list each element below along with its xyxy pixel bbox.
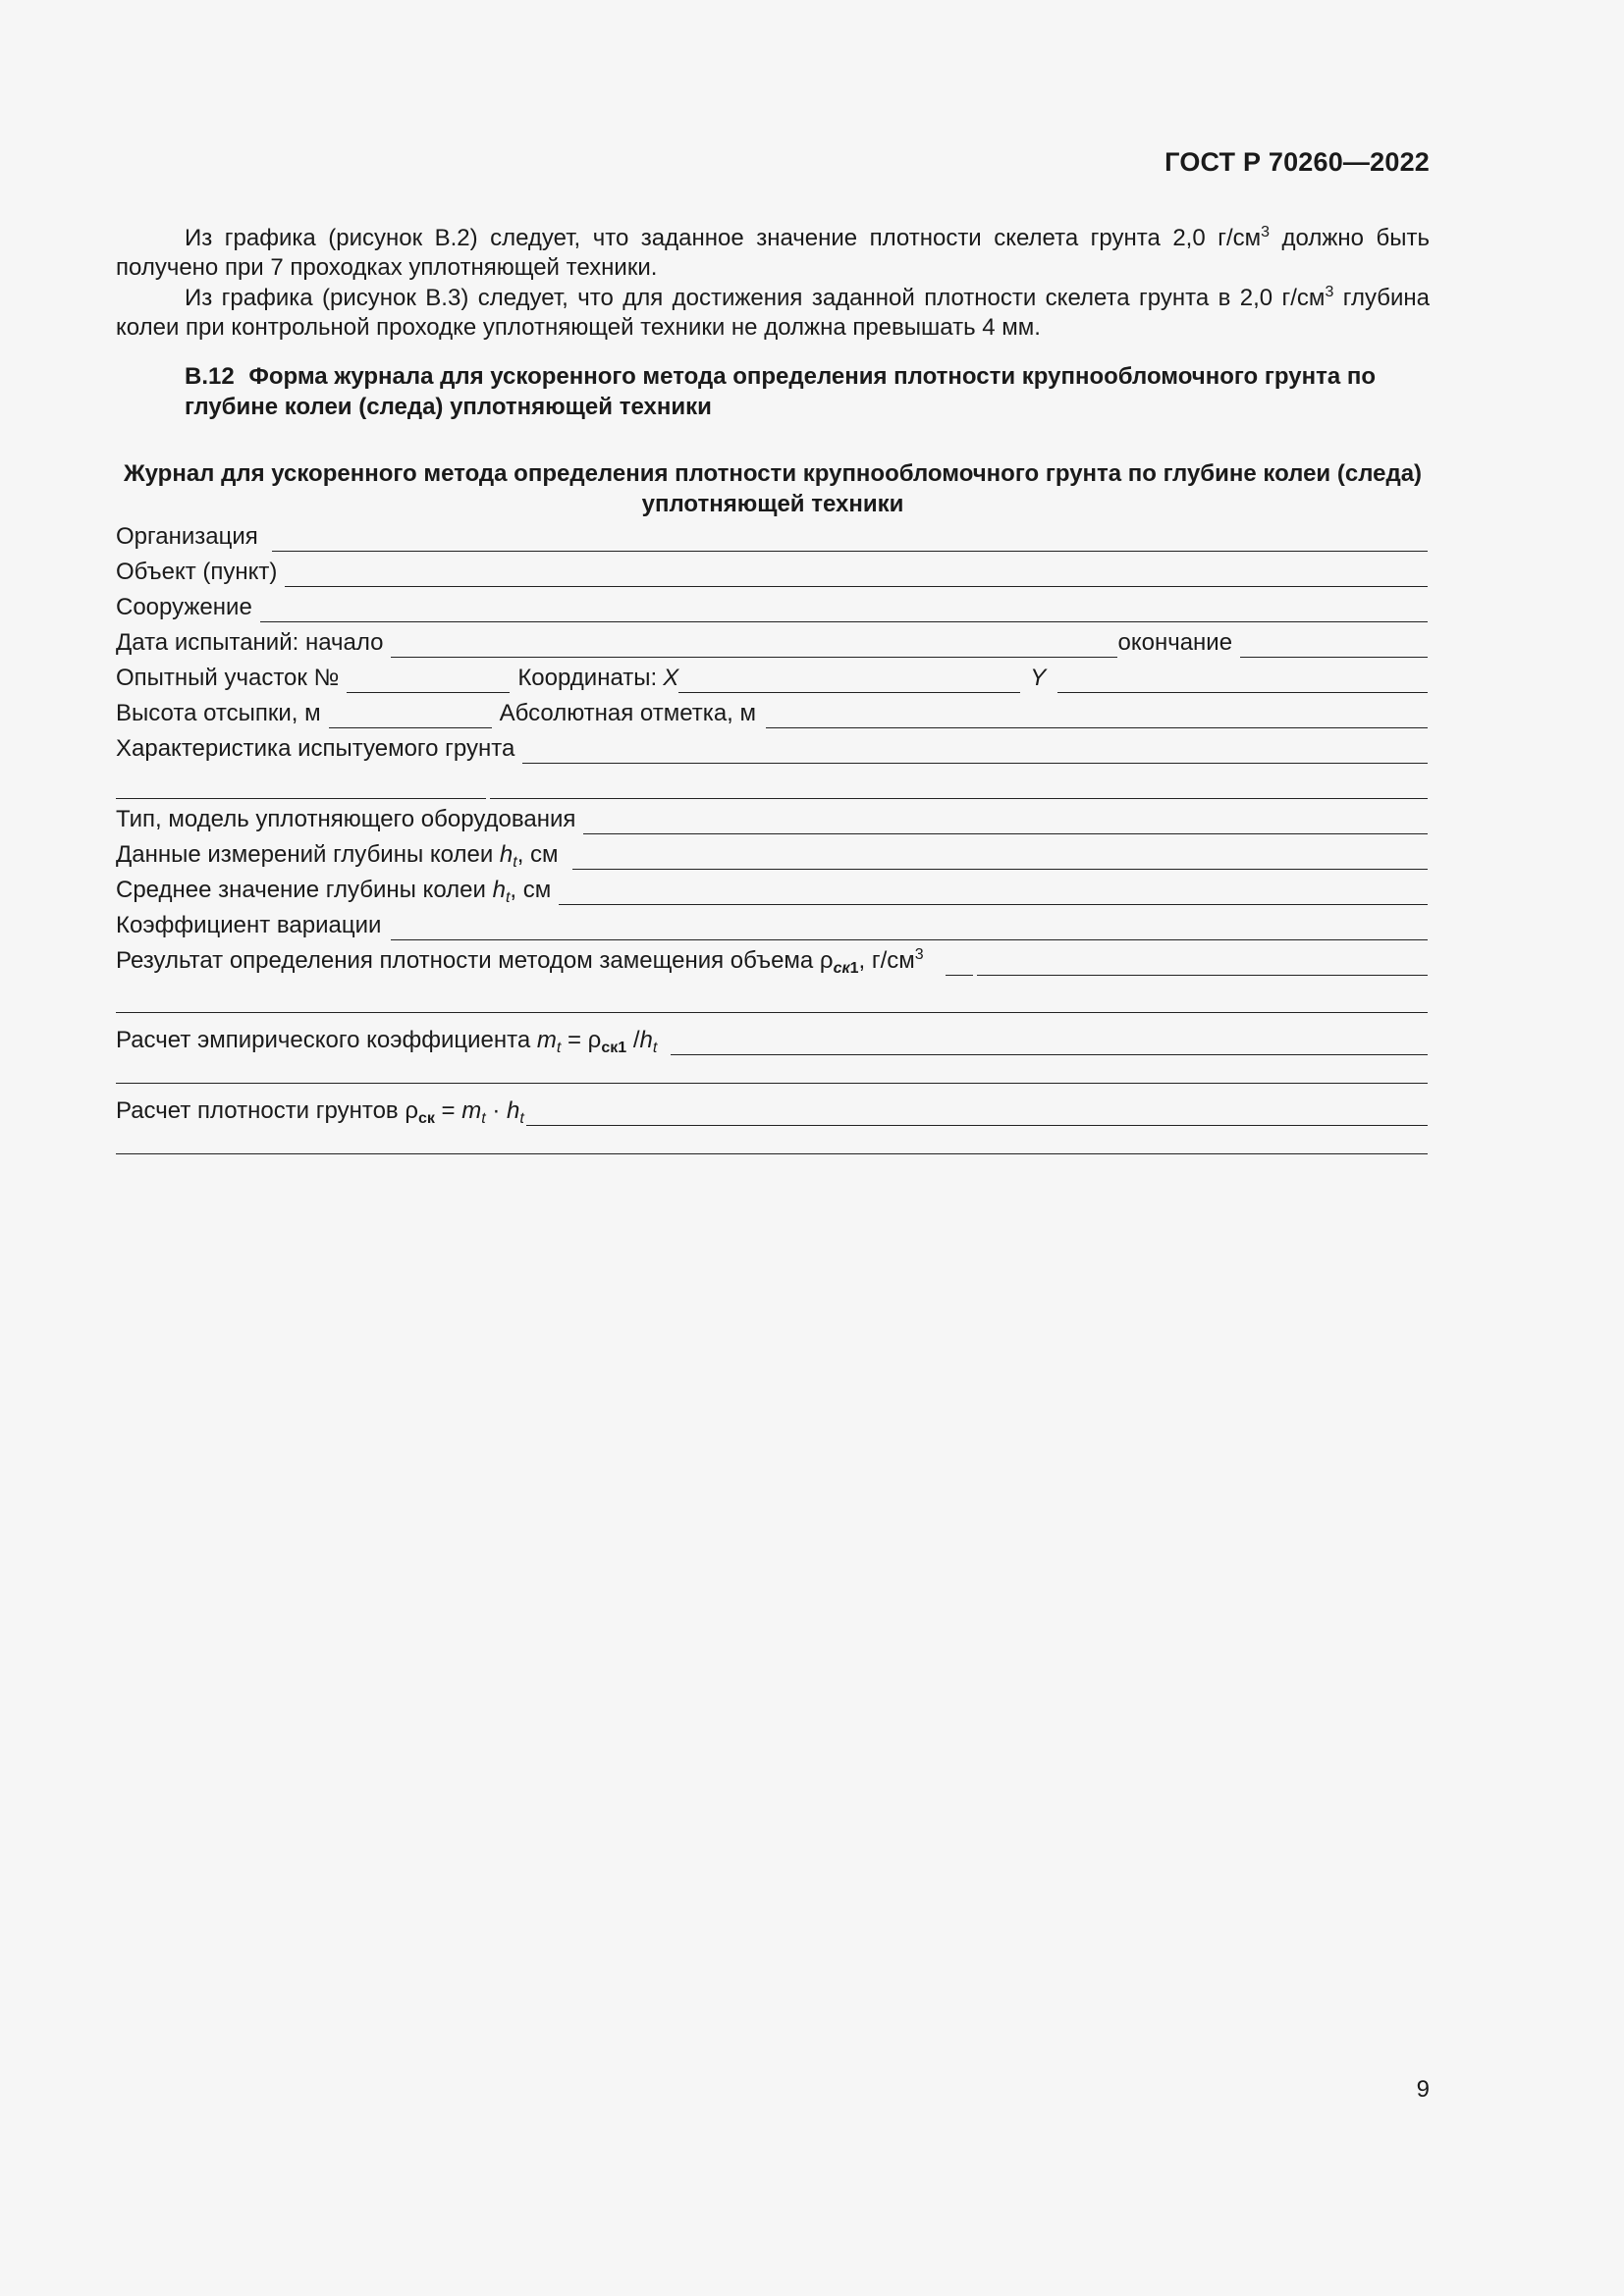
paragraph-graph-b2: Из графика (рисунок В.2) следует, что заданное значение плотности скелета грунта 2,0 $г/см^3$ должно быть получено при 7 проходках уплотняющей техники. [116, 224, 1431, 281]
field-equipment: Тип, модель уплотняющего оборудования [116, 801, 1428, 836]
blank-line[interactable] [583, 833, 1428, 834]
blank-line-full[interactable] [116, 1012, 1428, 1013]
blank-line-full[interactable] [116, 1153, 1428, 1154]
blank-line[interactable] [572, 869, 1428, 870]
paragraph-graph-b3: Из графика (рисунок В.3) следует, что для достижения заданной плотности скелета грунта в 2,0 $г/см^3$ глубина колеи при контрольной проходке уплотняющей техники не должна превышать 4 мм. [116, 284, 1431, 341]
blank-line[interactable] [671, 1054, 1428, 1055]
section-heading: В.12 Форма журнала для ускоренного метода определения плотности крупнообломочного грунта по глубине колеи (следа) уплотняющей техники [185, 363, 1376, 420]
field-structure: Сооружение [116, 589, 1428, 624]
blank-line-full[interactable] [116, 1083, 1428, 1084]
blank-line[interactable] [559, 904, 1428, 905]
blank-line[interactable] [526, 1125, 1428, 1126]
field-plot-coords: Опытный участок № Координаты: X Y [116, 660, 1428, 695]
blank-line[interactable] [522, 763, 1428, 764]
blank-line[interactable] [391, 657, 1117, 658]
field-organization: Организация [116, 518, 1428, 554]
field-soil-characteristic: Характеристика испытуемого грунта [116, 730, 1428, 766]
blank-line[interactable] [391, 939, 1428, 940]
blank-line[interactable] [285, 586, 1428, 587]
field-fill-height: Высота отсыпки, м Абсолютная отметка, м [116, 695, 1428, 730]
field-empirical-coefficient: Расчет эмпирического коэффициента $m_t = \rho_{ск1}$ $/h_t$ [116, 1022, 1428, 1057]
page-number: 9 [1416, 2076, 1430, 2103]
blank-line[interactable] [272, 551, 1428, 552]
field-density-calc: Расчет плотности грунтов $\rho_{ск} = m_t \cdot h_t$ [116, 1093, 1428, 1128]
blank-line[interactable] [766, 727, 1428, 728]
field-test-dates: Дата испытаний: начало окончание [116, 624, 1428, 660]
blank-line[interactable] [116, 798, 486, 799]
blank-line[interactable] [260, 621, 1428, 622]
blank-line[interactable] [329, 727, 492, 728]
field-variation: Коэффициент вариации [116, 907, 1428, 942]
blank-line[interactable] [946, 975, 973, 976]
field-depth-measurements: Данные измерений глубины колеи $h_t$, см [116, 836, 1428, 872]
field-soil-characteristic-cont [116, 766, 1428, 801]
journal-title: Журнал для ускоренного метода определения плотности крупнообломочного грунта по глубине колеи (следа) уплотняющей техники [123, 460, 1423, 517]
field-density-result: Результат определения плотности методом замещения объема $\rho_{ск1}$, $г/см^3$ [116, 942, 1428, 978]
blank-line[interactable] [977, 975, 1428, 976]
blank-line[interactable] [1240, 657, 1428, 658]
document-designation: ГОСТ Р 70260—2022 [1164, 147, 1430, 177]
field-depth-average: Среднее значение глубины колеи $h_t$, см [116, 872, 1428, 907]
field-object: Объект (пункт) [116, 554, 1428, 589]
blank-line[interactable] [490, 798, 1428, 799]
blank-line[interactable] [678, 692, 1020, 693]
blank-line[interactable] [347, 692, 510, 693]
blank-line[interactable] [1057, 692, 1428, 693]
